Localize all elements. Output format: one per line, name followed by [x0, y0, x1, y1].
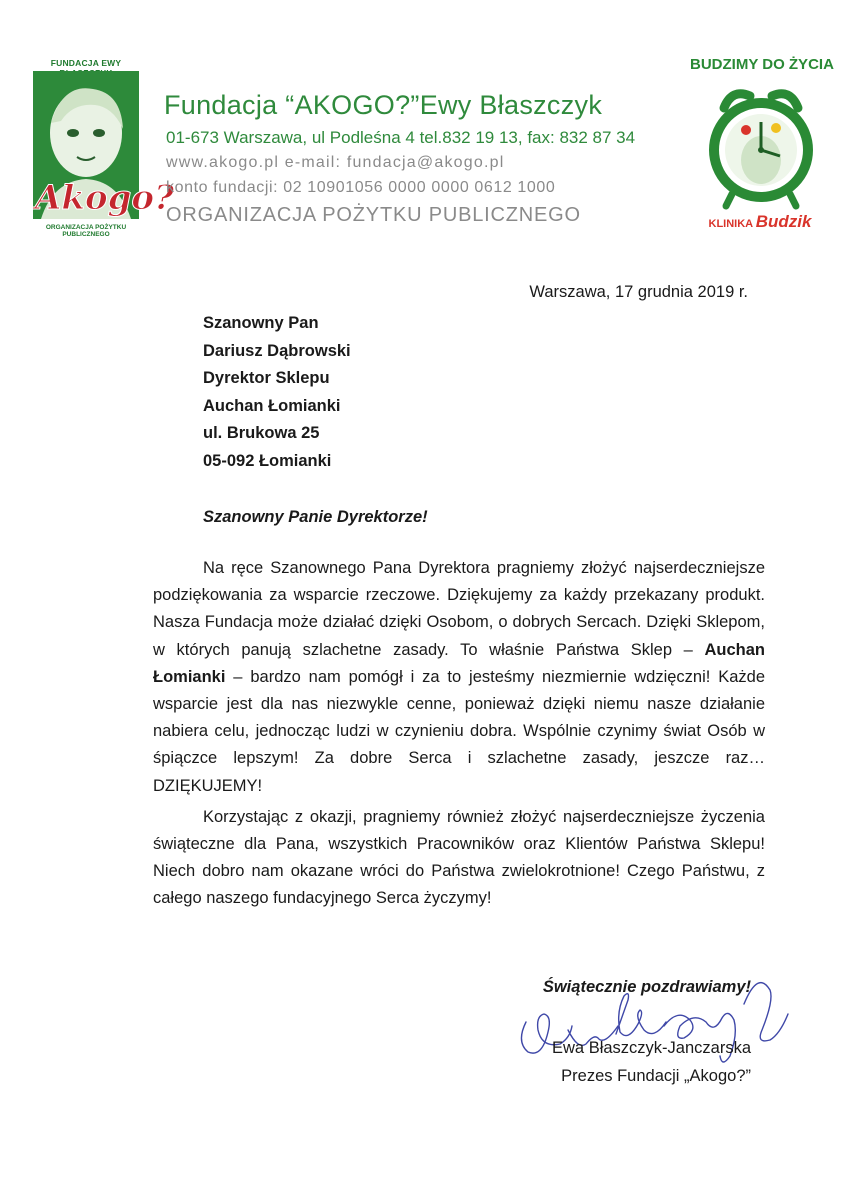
letter-body	[153, 555, 765, 913]
akogo-wordmark	[31, 175, 174, 219]
logo-bottom-text: ORGANIZACJA POŻYTKU PUBLICZNEGO	[45, 224, 127, 238]
recipient-line: ul. Brukowa 25	[203, 424, 320, 442]
recipient-line: Dyrektor Sklepu	[203, 369, 330, 387]
closing: Świątecznie pozdrawiamy!	[542, 978, 751, 996]
signer-title: Prezes Fundacji „Akogo?”	[561, 1066, 751, 1085]
recipient-line: Auchan Łomianki	[203, 396, 341, 415]
clinic-logo	[690, 56, 834, 236]
foundation-logo	[30, 58, 174, 238]
clinic-slogan: BUDZIMY DO ŻYCIA	[690, 56, 834, 73]
foundation-name: Fundacja “AKOGO?”Ewy Błaszczyk	[164, 90, 603, 120]
alarm-clock-icon	[706, 78, 816, 212]
paragraph: Na ręce Szanownego Pana Dyrektora pragniemy złożyć najserdeczniejsze podziękowania za wsparcie rzeczowe. Dziękujemy za każdy przekazany produkt. Nasza Fundacja może działać dzięki Osobom, o dobrych Sercach. Dzięki Sklepom, w których panują szlachetne zasady. To właśnie Państwa Sklep – Auchan Łomianki – bardzo nam pomógł i za to jesteśmy niezmiernie wdzięczni! Każde wsparcie jest dla nas niezwykle cenne, ponieważ dzięki niemu nasze działanie nabiera celu, jednocząc ludzi w czynieniu dobra. Wspólnie czynimy świat Osób w śpiączce lepszym! Za dobre Serca i szlachetne zasady, jeszcze raz… DZIĘKUJEMY!	[153, 559, 765, 795]
recipient-line: Dariusz Dąbrowski	[203, 341, 351, 360]
salutation: Szanowny Panie Dyrektorze!	[203, 508, 428, 526]
recipient-line: 05-092 Łomianki	[203, 451, 332, 470]
paragraph: Korzystając z okazji, pragniemy również złożyć najserdeczniejsze życzenia świąteczne dla Pana, wszystkich Pracowników oraz Klientów Państwa Sklepu! Niech dobro nam okazane wróci do Państwa zwielokrotnione! Czego Państwu, z całego naszego fundacyjnego Serca życzymy!	[153, 807, 765, 908]
foundation-org-status: ORGANIZACJA POŻYTKU PUBLICZNEGO	[166, 204, 581, 226]
child-portrait-image	[33, 71, 174, 219]
recipient-line: Szanowny Pan	[203, 314, 319, 332]
clinic-name: KLINIKA Budzik	[708, 212, 812, 231]
signer-block	[552, 1035, 751, 1090]
recipient-block	[203, 310, 351, 475]
foundation-address: 01-673 Warszawa, ul Podleśna 4 tel.832 19 13, fax: 832 87 34	[166, 128, 636, 147]
store-name: Auchan Łomianki	[153, 640, 765, 686]
signer-name: Ewa Błaszczyk-Janczarska	[552, 1039, 751, 1057]
svg-text:Akogo?: Akogo?	[35, 178, 174, 218]
letter-date: Warszawa, 17 grudnia 2019 r.	[529, 283, 748, 301]
logo-top-text: FUNDACJA EWY	[50, 58, 122, 68]
foundation-account: konto fundacji: 02 10901056 0000 0000 0612 1000	[166, 179, 556, 196]
foundation-web-email: www.akogo.pl e-mail: fundacja@akogo.pl	[166, 154, 505, 171]
